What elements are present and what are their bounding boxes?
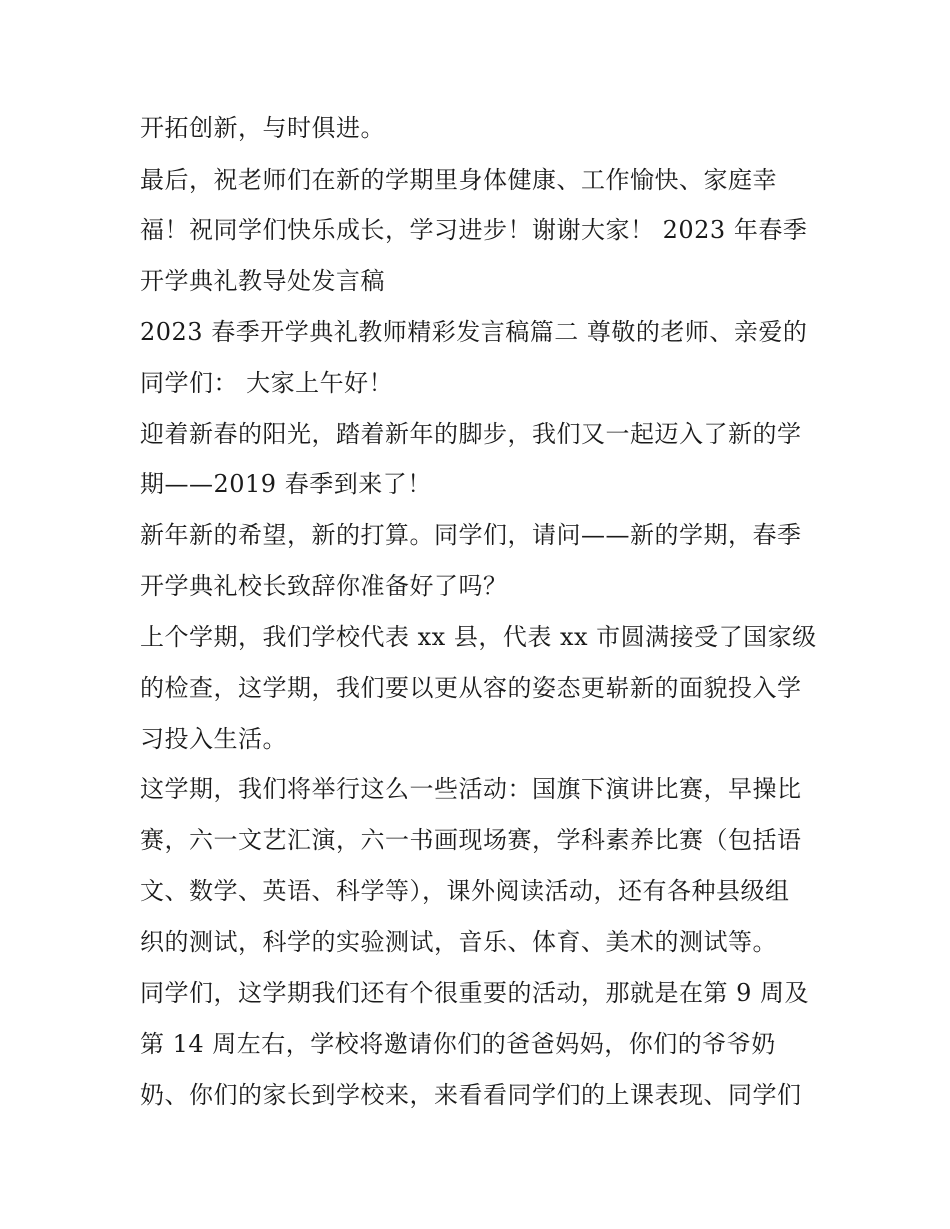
text-line-17: 织的测试，科学的实验测试，音乐、体育、美术的测试等。 <box>140 928 777 956</box>
text-line-1: 开拓创新，与时俱进。 <box>140 114 385 142</box>
text-line-19: 第 14 周左右，学校将邀请你们的爸爸妈妈，你们的爷爷奶 <box>140 1030 776 1058</box>
text-line-16: 文、数学、英语、科学等），课外阅读活动，还有各种县级组 <box>140 877 790 905</box>
text-line-4: 开学典礼教导处发言稿 <box>140 267 385 295</box>
text-line-5: 2023 春季开学典礼教师精彩发言稿篇二 尊敬的老师、亲爱的 <box>140 318 808 346</box>
text-line-13: 习投入生活。 <box>140 725 287 753</box>
text-line-3: 福！祝同学们快乐成长，学习进步！谢谢大家！ 2023 年春季 <box>140 216 808 244</box>
text-line-20: 奶、你们的家长到学校来，来看看同学们的上课表现、同学们 <box>140 1081 802 1109</box>
text-line-15: 赛，六一文艺汇演，六一书画现场赛，学科素养比赛（包括语 <box>140 826 802 854</box>
text-line-14: 这学期，我们将举行这么一些活动：国旗下演讲比赛，早操比 <box>140 775 802 803</box>
text-line-2: 最后，祝老师们在新的学期里身体健康、工作愉快、家庭幸 <box>140 166 777 194</box>
text-line-11: 上个学期，我们学校代表 xx 县，代表 xx 市圆满接受了国家级 <box>140 623 817 651</box>
text-line-18: 同学们，这学期我们还有个很重要的活动，那就是在第 9 周及 <box>140 979 810 1007</box>
text-line-7: 迎着新春的阳光，踏着新年的脚步，我们又一起迈入了新的学 <box>140 420 802 448</box>
text-line-12: 的检查，这学期，我们要以更从容的姿态更崭新的面貌投入学 <box>140 674 802 702</box>
text-line-6: 同学们： 大家上午好！ <box>140 369 394 397</box>
text-line-9: 新年新的希望，新的打算。同学们，请问——新的学期，春季 <box>140 521 802 549</box>
text-line-8: 期——2019 春季到来了！ <box>140 470 432 498</box>
text-line-10: 开学典礼校长致辞你准备好了吗？ <box>140 572 508 600</box>
